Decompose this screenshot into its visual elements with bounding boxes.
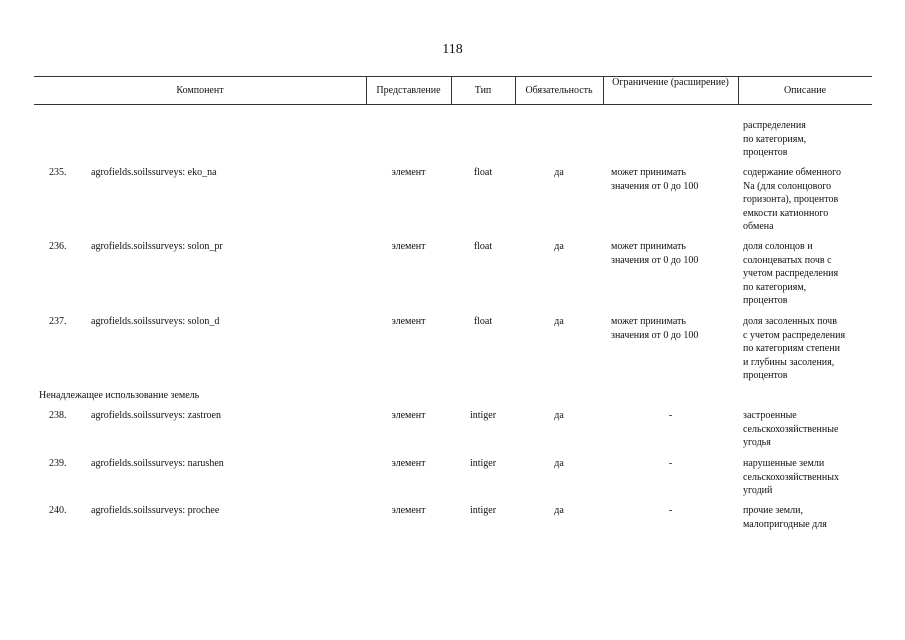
row-constraint: - <box>668 458 673 469</box>
row-component: agrofields.soilssurveys: solon_pr <box>91 241 223 252</box>
row-mandatory: да <box>554 410 564 421</box>
row-description: содержание обменного Na (для солонцового горизонта), процентов емкости катионного обмена <box>743 167 841 233</box>
continued-description: распределения по категориям, процентов <box>743 120 807 159</box>
header-component: Компонент <box>176 85 224 96</box>
row-representation: элемент <box>391 458 426 469</box>
row-mandatory: да <box>554 241 564 252</box>
row-representation: элемент <box>391 316 426 327</box>
row-type: intiger <box>469 458 497 469</box>
row-component: agrofields.soilssurveys: solon_d <box>91 316 220 327</box>
row-representation: элемент <box>391 410 426 421</box>
page-number: 118 <box>442 42 463 57</box>
row-component: agrofields.soilssurveys: prochee <box>91 505 220 516</box>
row-representation: элемент <box>391 241 426 252</box>
row-description: доля засоленных почв с учетом распределения по категориям степени и глубины засоления, процентов <box>743 316 846 382</box>
row-component: agrofields.soilssurveys: zastroen <box>91 410 221 421</box>
row-type: float <box>473 316 493 327</box>
row-description: нарушенные земли сельскохозяйственных угодий <box>743 458 839 497</box>
row-number: 235. <box>49 167 67 178</box>
row-type: float <box>473 241 493 252</box>
row-mandatory: да <box>554 316 564 327</box>
section-heading: Ненадлежащее использование земель <box>39 390 200 401</box>
row-type: float <box>473 167 493 178</box>
row-mandatory: да <box>554 505 564 516</box>
row-number: 238. <box>49 410 67 421</box>
row-type: intiger <box>469 410 497 421</box>
row-mandatory: да <box>554 167 564 178</box>
row-number: 239. <box>49 458 67 469</box>
row-component: agrofields.soilssurveys: eko_na <box>91 167 217 178</box>
row-constraint: может принимать значения от 0 до 100 <box>611 241 699 266</box>
row-number: 237. <box>49 316 67 327</box>
row-constraint: может принимать значения от 0 до 100 <box>611 316 699 341</box>
row-type: intiger <box>469 505 497 516</box>
row-number: 240. <box>49 505 67 516</box>
header-description: Описание <box>783 85 827 96</box>
row-constraint: - <box>668 505 673 516</box>
row-mandatory: да <box>554 458 564 469</box>
row-description: доля солонцов и солонцеватых почв с учетом распределения по категориям, процентов <box>743 241 839 307</box>
row-component: agrofields.soilssurveys: narushen <box>91 458 224 469</box>
header-representation: Представление <box>376 85 441 96</box>
header-type: Тип <box>474 85 492 96</box>
header-top-rule <box>34 76 872 77</box>
row-constraint: может принимать значения от 0 до 100 <box>611 167 699 192</box>
row-description: прочие земли, малопригодные для <box>743 505 827 530</box>
header-mandatory: Обязательность <box>525 85 593 96</box>
row-description: застроенные сельскохозяйственные угодья <box>743 410 839 449</box>
header-constraint: Ограничение (расширение) <box>612 77 729 88</box>
row-representation: элемент <box>391 167 426 178</box>
row-constraint: - <box>668 410 673 421</box>
row-number: 236. <box>49 241 67 252</box>
row-representation: элемент <box>391 505 426 516</box>
header-bottom-rule <box>34 104 872 105</box>
